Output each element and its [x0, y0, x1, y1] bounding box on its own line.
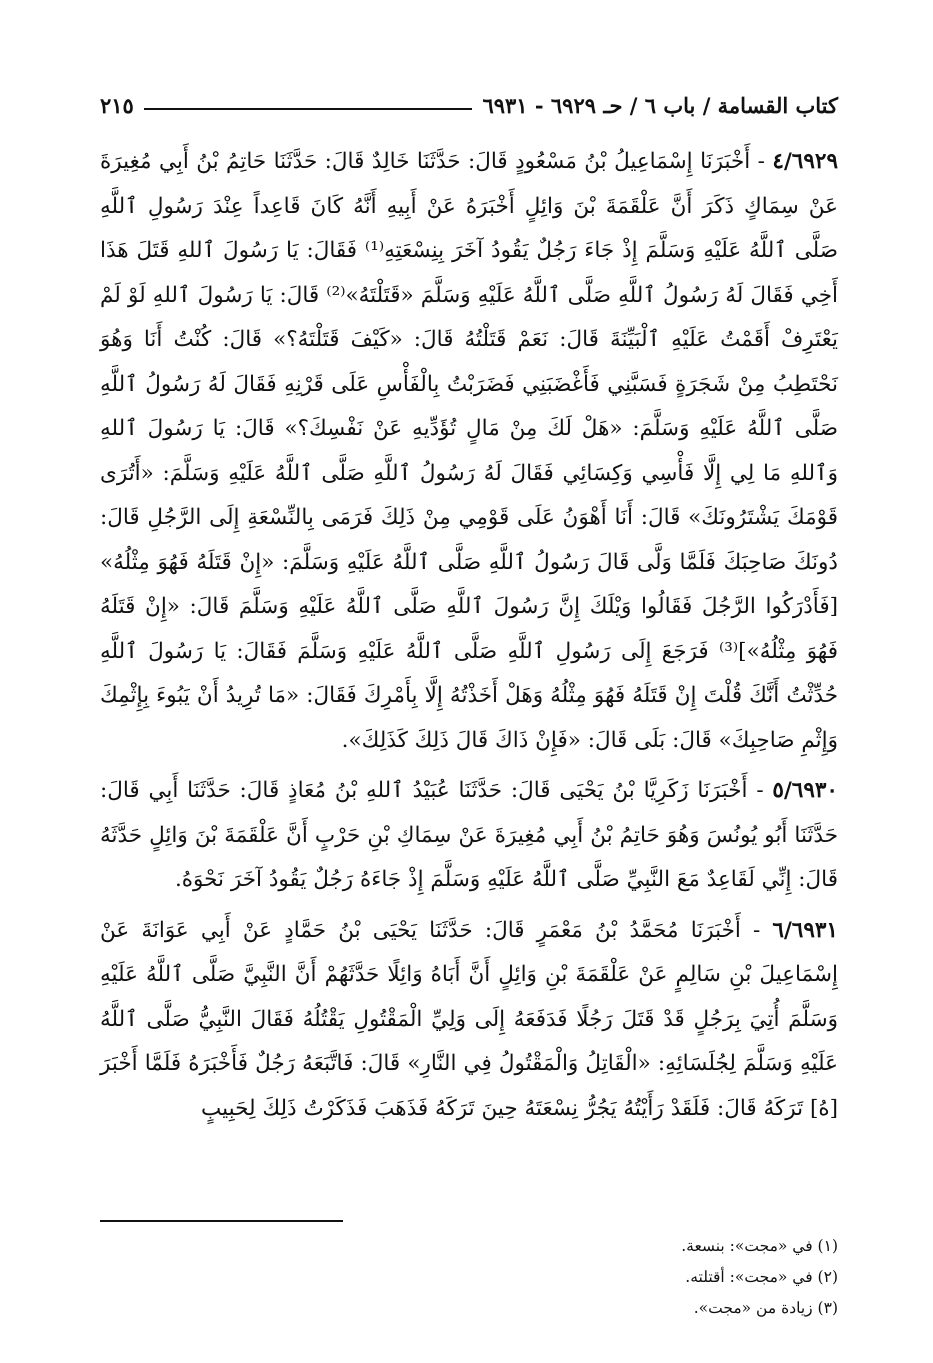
footnote-3: (٣) زيادة من «مجت».	[693, 1299, 838, 1317]
book-page	[100, 78, 839, 1317]
footnote-separator	[100, 1220, 343, 1222]
hadith-number: ٦/٦٩٣١	[772, 917, 838, 943]
running-header	[100, 78, 838, 118]
header-title: كتاب القسامة / باب ٦ / حـ ٦٩٢٩ - ٦٩٣١	[482, 93, 838, 118]
hadith-text: - أَخْبَرَنَا زَكَرِيَّا بْنُ يَحْيَى قَالَ: حَدَّثَنَا عُبَيْدُ ٱللهِ بْنُ مُعَاذٍ قَالَ: حَدَّثَنَا أَبِي قَالَ: حَدَّثَنَا أَبُو يُونُسَ وَهُوَ حَاتِمُ بْنُ أَبِي مُغِيرَةَ عَنْ سِمَاكِ بْنِ حَرْبٍ أَنَّ عَلْقَمَةَ بْنَ وَائِلٍ حَدَّثَهُ قَالَ: إِنِّي لَقَاعِدٌ مَعَ النَّبِيِّ صَلَّى ٱللَّهُ عَلَيْهِ وَسَلَّمَ إِذْ جَاءَهُ رَجُلٌ يَقُودُ آخَرَ نَحْوَهُ.	[100, 778, 838, 892]
header-rule	[144, 108, 473, 110]
hadith-number: ٤/٦٩٢٩	[772, 149, 838, 174]
hadith-6929	[100, 140, 838, 763]
footnote-2: (٢) في «مجت»: أقتلته.	[685, 1268, 838, 1286]
page-number: ٢١٥	[100, 93, 134, 118]
hadith-number: ٥/٦٩٣٠	[772, 778, 838, 803]
hadith-text: - أَخْبَرَنَا مُحَمَّدُ بْنُ مَعْمَرٍ قَالَ: حَدَّثَنَا يَحْيَى بْنُ حَمَّادٍ عَنْ أَبِي عَوَانَةَ عَنْ إِسْمَاعِيلَ بْنِ سَالِمٍ عَنْ عَلْقَمَةَ بْنِ وَائِلٍ أَنَّ أَبَاهُ وَائِلًا حَدَّثَهُمْ أَنَّ النَّبِيَّ صَلَّى ٱللَّهُ عَلَيْهِ وَسَلَّمَ أُتِيَ بِرَجُلٍ قَدْ قَتَلَ رَجُلًا فَدَفَعَهُ إِلَى وَلِيِّ الْمَقْتُولِ يَقْتُلُهُ فَقَالَ النَّبِيُّ صَلَّى ٱللَّهُ عَلَيْهِ وَسَلَّمَ لِجُلَسَائِهِ: «الْقَاتِلُ وَالْمَقْتُولُ فِي النَّارِ» قَالَ: فَاتَّبَعَهُ رَجُلٌ فَأَخْبَرَهُ فَلَمَّا أَخْبَرَ [هُ] تَرَكَهُ قَالَ: فَلَقَدْ رَأَيْتُهُ يَجُرُّ نِسْعَتَهُ حِينَ تَرَكَهُ فَذَهَبَ فَذَكَرْتُ ذَلِكَ لِحَبِيبٍ	[100, 917, 838, 1121]
footnotes	[100, 1231, 838, 1324]
hadith-6931	[100, 909, 838, 1132]
hadith-6930	[100, 769, 838, 903]
hadith-text: - أَخْبَرَنَا إِسْمَاعِيلُ بْنُ مَسْعُودٍ قَالَ: حَدَّثَنَا خَالِدٌ قَالَ: حَدَّثَنَا حَاتِمُ بْنُ أَبِي مُغِيرَةَ عَنْ سِمَاكٍ ذَكَرَ أَنَّ عَلْقَمَةَ بْنَ وَائِلٍ أَخْبَرَهُ عَنْ أَبِيهِ أَنَّهُ كَانَ قَاعِداً عِنْدَ رَسُولِ ٱللَّهِ صَلَّى ٱللَّهُ عَلَيْهِ وَسَلَّمَ إِذْ جَاءَ رَجُلٌ يَقُودُ آخَرَ بِنِسْعَتِهِ⁽¹⁾ فَقَالَ: يَا رَسُولَ ٱللهِ قَتَلَ هَذَا أَخِي فَقَالَ لَهُ رَسُولُ ٱللَّهِ صَلَّى ٱللَّهُ عَلَيْهِ وَسَلَّمَ «قَتَلْتَهُ»⁽²⁾ قَالَ: يَا رَسُولَ ٱللهِ لَوْ لَمْ يَعْتَرِفْ أَقَمْتُ عَلَيْهِ ٱلْبَيِّنَةَ قَالَ: نَعَمْ قَتَلْتُهُ قَالَ: «كَيْفَ قَتَلْتَهُ؟» قَالَ: كُنْتُ أَنَا وَهُوَ نَحْتَطِبُ مِنْ شَجَرَةٍ فَسَبَّنِي فَأَغْضَبَنِي فَضَرَبْتُ بِالْفَأْسِ عَلَى قَرْنِهِ فَقَالَ لَهُ رَسُولُ ٱللَّهِ صَلَّى ٱللَّهُ عَلَيْهِ وَسَلَّمَ: «هَلْ لَكَ مِنْ مَالٍ تُؤَدِّيهِ عَنْ نَفْسِكَ؟» قَالَ: يَا رَسُولَ ٱللهِ وَٱللهِ مَا لِي إِلَّا فَأْسِي وَكِسَائِي فَقَالَ لَهُ رَسُولُ ٱللَّهِ صَلَّى ٱللَّهُ عَلَيْهِ وَسَلَّمَ: «أَتُرَى قَوْمَكَ يَشْتَرُونَكَ» قَالَ: أَنَا أَهْوَنُ عَلَى قَوْمِي مِنْ ذَلِكَ فَرَمَى بِالنِّسْعَةِ إِلَى الرَّجُلِ قَالَ: دُونَكَ صَاحِبَكَ فَلَمَّا وَلَّى قَالَ رَسُولُ ٱللَّهِ صَلَّى ٱللَّهُ عَلَيْهِ وَسَلَّمَ: «إِنْ قَتَلَهُ فَهُوَ مِثْلُهُ» [فَأَدْرَكُوا الرَّجُلَ فَقَالُوا وَيْلَكَ إِنَّ رَسُولَ ٱللَّهِ صَلَّى ٱللَّهُ عَلَيْهِ وَسَلَّمَ قَالَ: «إِنْ قَتَلَهُ فَهُوَ مِثْلُهُ»]⁽³⁾ فَرَجَعَ إِلَى رَسُولِ ٱللَّهِ صَلَّى ٱللَّهُ عَلَيْهِ وَسَلَّمَ فَقَالَ: يَا رَسُولَ ٱللَّهِ حُدِّثْتُ أَنَّكَ قُلْتَ إِنْ قَتَلَهُ فَهُوَ مِثْلُهُ وَهَلْ أَخَذْتُهُ إِلَّا بِأَمْرِكَ فَقَالَ: «مَا تُرِيدُ أَنْ يَبُوءَ بِإِثْمِكَ وَإِثْمِ صَاحِبِكَ» قَالَ: بَلَى قَالَ: «فَإِنْ ذَاكَ قَالَ ذَلِكَ كَذَلِكَ».	[100, 149, 839, 753]
footnote-1: (١) في «مجت»: بنسعة.	[681, 1237, 838, 1255]
main-text	[100, 140, 838, 1131]
